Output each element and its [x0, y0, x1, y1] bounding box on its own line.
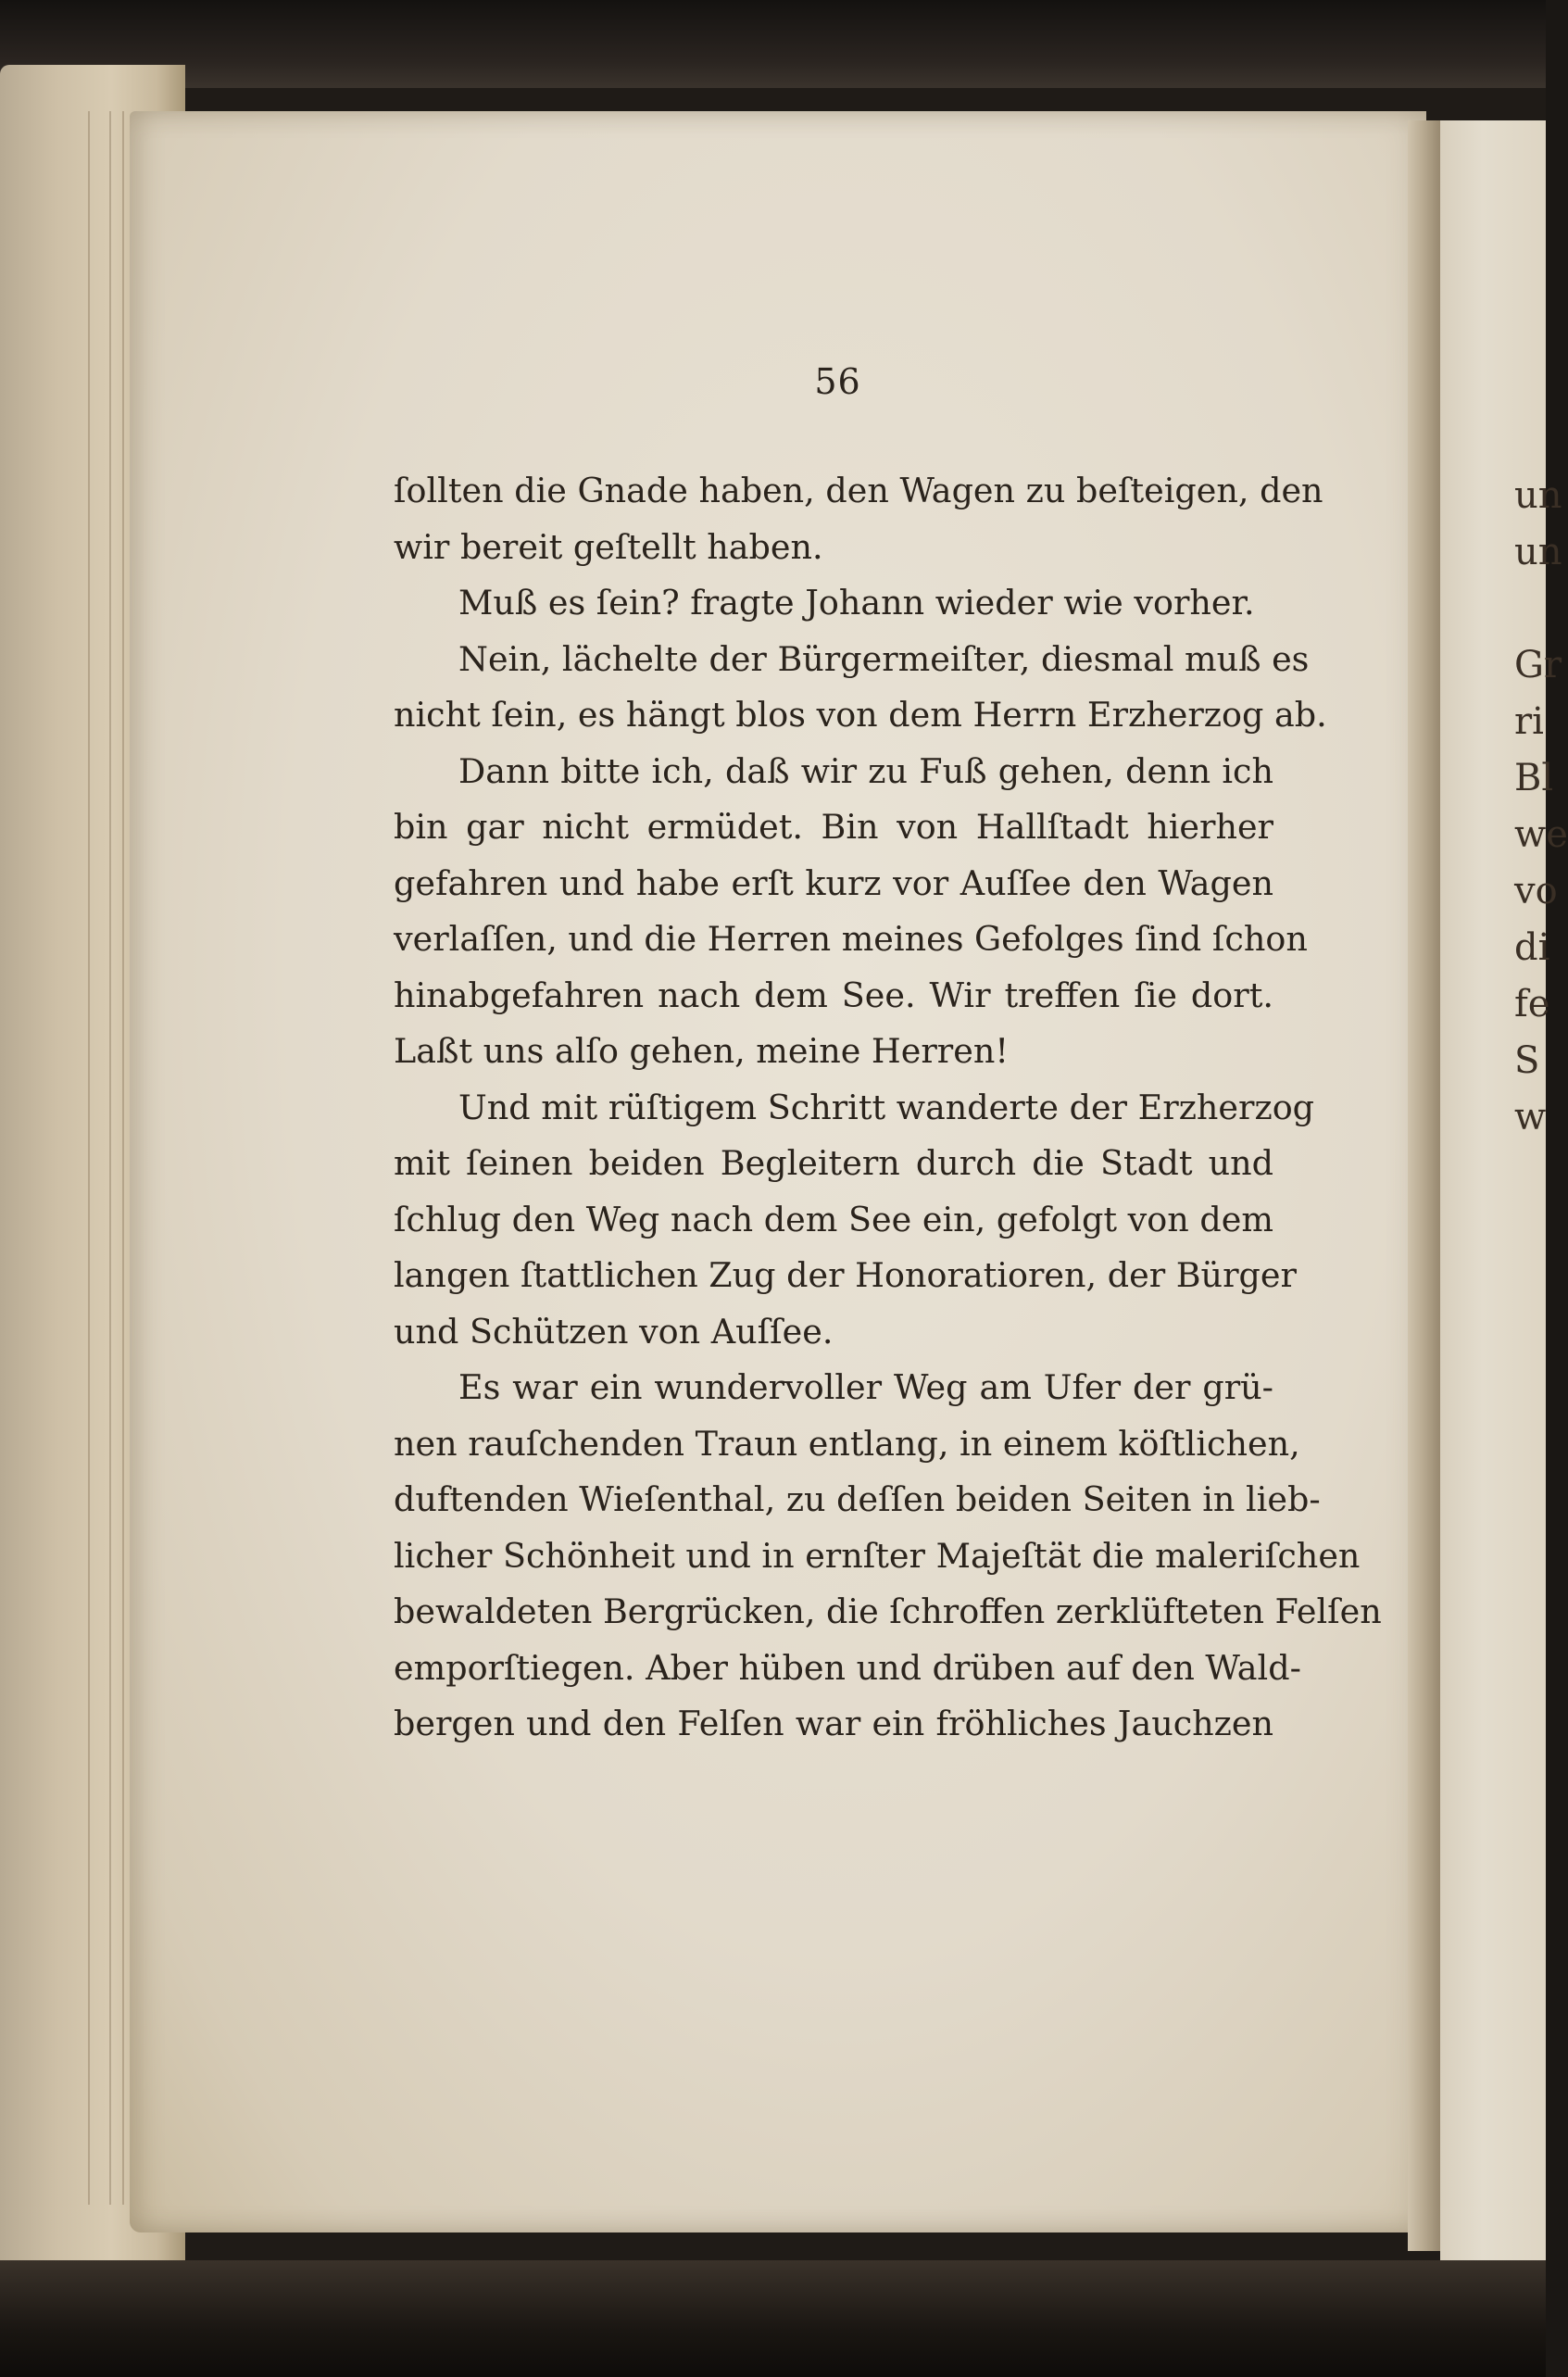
book-gutter: [1408, 120, 1445, 2251]
facing-line: ri: [1514, 700, 1544, 743]
text-line: und Schützen von Auſſee.: [394, 1311, 834, 1352]
book-cover-bottom: [0, 2260, 1546, 2377]
facing-line: S: [1514, 1039, 1540, 1082]
page-edge-line: [88, 111, 90, 2205]
text-line: bin gar nicht ermüdet. Bin von Hallſtadt hierher: [394, 807, 1273, 847]
facing-line: di: [1514, 926, 1550, 969]
facing-line: w: [1514, 1096, 1547, 1138]
facing-line: fe: [1514, 983, 1550, 1025]
text-line: emporſtiegen. Aber hüben und drüben auf den Wald-: [394, 1647, 1301, 1688]
text-line: duftenden Wieſenthal, zu deſſen beiden Seiten in lieb-: [394, 1479, 1321, 1519]
text-line: ſchlug den Weg nach dem See ein, gefolgt von dem: [394, 1199, 1273, 1239]
text-line: nicht ſein, es hängt blos von dem Herrn Erzherzog ab.: [394, 695, 1327, 735]
text-line: nen rauſchenden Traun entlang, in einem köſtlichen,: [394, 1423, 1300, 1464]
text-line: verlaſſen, und die Herren meines Gefolges ſind ſchon: [394, 919, 1308, 959]
text-line: Es war ein wundervoller Weg am Ufer der grü-: [458, 1367, 1273, 1407]
facing-line: Bl: [1514, 757, 1554, 799]
page-edge-line: [109, 111, 111, 2205]
facing-line: [1514, 581, 1551, 637]
text-line: Und mit rüſtigem Schritt wanderte der Erzherzog: [458, 1087, 1315, 1127]
text-line: langen ſtattlichen Zug der Honoratioren, der Bürger: [394, 1255, 1297, 1295]
text-line: licher Schönheit und in ernſter Majeſtät die maleriſchen: [394, 1535, 1361, 1576]
text-line: hinabgefahren nach dem See. Wir treffen ſie dort.: [394, 975, 1273, 1015]
text-line: wir bereit geſtellt haben.: [394, 526, 823, 567]
facing-line: Gr: [1514, 644, 1562, 686]
text-line: Dann bitte ich, daß wir zu Fuß gehen, denn ich: [458, 750, 1273, 791]
text-line: Laßt uns alſo gehen, meine Herren!: [394, 1031, 1010, 1071]
facing-line: un: [1514, 531, 1562, 573]
facing-line: vo: [1514, 870, 1558, 912]
facing-line: we: [1514, 813, 1568, 856]
page-edge-line: [122, 111, 124, 2205]
text-line: ſollten die Gnade haben, den Wagen zu beſteigen, den: [394, 471, 1323, 510]
text-line: Nein, lächelte der Bürgermeiſter, diesmal muß es: [458, 638, 1310, 679]
facing-page-text: [1514, 468, 1568, 1146]
text-line: Muß es ſein? fragte Johann wieder wie vorher.: [458, 583, 1255, 623]
text-line: bewaldeten Bergrücken, die ſchroffen zerklüfteten Felſen: [394, 1591, 1382, 1631]
facing-line: un: [1514, 474, 1562, 517]
book-cover-top: [0, 0, 1546, 88]
page-number: 56: [814, 361, 861, 402]
body-text: [394, 463, 1382, 1753]
facing-page: [1440, 120, 1546, 2260]
text-line: bergen und den Felſen war ein fröhliches Jauchzen: [394, 1704, 1273, 1743]
text-line: gefahren und habe erſt kurz vor Auſſee den Wagen: [394, 862, 1273, 903]
text-line: mit ſeinen beiden Begleitern durch die Stadt und: [394, 1143, 1273, 1183]
